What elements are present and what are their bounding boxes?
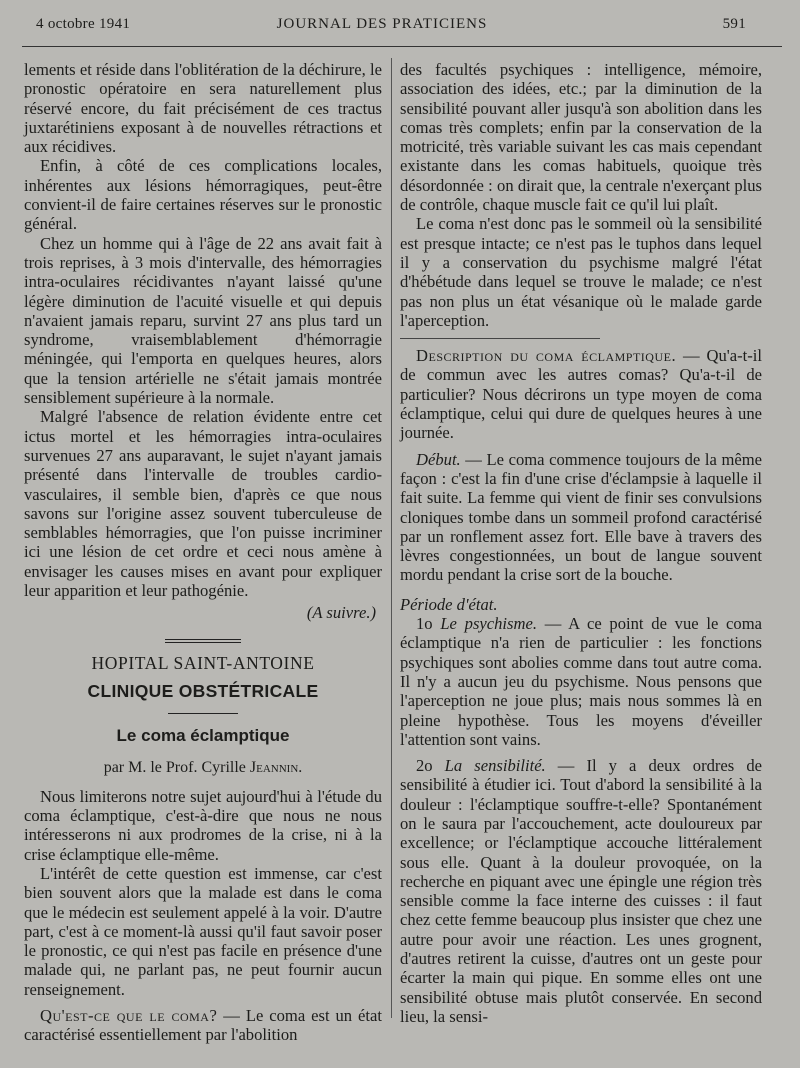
paragraph: L'intérêt de cette question est immense, car c'est bien souvent alors que la malade est dans le coma que le médecin est seulement appelé à la voir. D'autre part, c'est à ce moment-là aussi qu'il faut savoir poser le pronostic, ce qui n'est pas facile en présence d'une malade qui, ne parlant pas, ne peut fournir aucun renseignement. <box>24 863 382 999</box>
paragraph: Enfin, à côté de ces complications locales, inhérentes aux lésions hémorragiques, peut-être convient-il de faire certaines réserves sur le pronostic général. <box>24 156 382 234</box>
paragraph: Malgré l'absence de relation évidente entre cet ictus mortel et les hémorragies intra-oculaires survenues 27 ans auparavant, le sujet n'ayant jamais présenté dans l'intervalle de troubles cardio-vasculaires, il semble bien, d'après ce que nous savons sur l'origine assez souvent tuberculeuse de semblables hémorragies, que l'on puisse incriminer ici une lésion de cet ordre et ceci nous amène à envisager les causes mises en avant pour expliquer leur apparition et leur pathogénie. <box>24 407 382 601</box>
section-separator <box>165 639 241 640</box>
paragraph-text: — Le coma commence toujours de la même façon : c'est la fin d'une crise d'éclampsie à laquelle il fait suite. La femme qui vient de finir ses convulsions cloniques tombe dans un sommeil profond caractérisé par un ronflement assez fort. Elle bave à travers des lèvres congestionnées, un bout de langue souvent mordu pendant la crise sort de la bouche. <box>400 449 762 585</box>
paragraph <box>400 450 762 585</box>
item-heading: La sensibilité. <box>444 756 546 776</box>
author-prefix: par M. le Prof. Cyrille <box>103 758 246 776</box>
paragraph-text: — Il y a deux ordres de sensibilité à étudier ici. Tout d'abord la sensibilité à la douleur : l'éclamptique souffre-t-elle? Spontanément on le saura par l'accouchement, acte douloureux par excellence; or l'éclamptique accouche littéralement sous elle. Quant à la douleur provoquée, on la recherche en piquant avec une épingle une région très sensible comme la face interne des cuisses : il faut chez cette femme beaucoup plus insister que chez une autre pour avoir une réaction. Les unes grognent, d'autres retirent la cuisse, d'autres ont un geste pour écarter la main qui pique. En somme elles ont une sensibilité obtuse mais plutôt conservée. En second lieu, la sensi- <box>400 756 762 1026</box>
paragraph <box>24 1006 382 1045</box>
clinic-name: CLINIQUE OBSTÉTRICALE <box>87 680 319 701</box>
paragraph: Le coma n'est donc pas le sommeil où la sensibilité est presque intacte; ce n'est pas le tuphos dans lequel il y a conservation du psychisme malgré l'état d'hébétude dans lequel se trouve le malade; ce n'est pas non plus un état vésanique où le malade garde l'aperception. <box>400 214 762 330</box>
paragraph-text: — Qu'a-t-il de commun avec les autres comas? Qu'a-t-il de particulier? Nous décrirons un type moyen de coma éclamptique, celui qui dure de quelques heures à une journée. <box>400 346 762 443</box>
header-journal-title: JOURNAL DES PRATICIENS <box>276 16 488 32</box>
paragraph-lead: Qu'est-ce que le coma? <box>40 1006 218 1026</box>
right-column <box>400 60 762 1026</box>
paragraph: Nous limiterons notre sujet aujourd'hui à l'étude du coma éclamptique, c'est-à-dire que nous ne nous intéresserons ni aux prodromes de la crise, ni à la crise éclamptique elle-même. <box>24 786 382 864</box>
item-number: 2o <box>416 756 433 776</box>
paragraph <box>400 346 762 442</box>
header-rule <box>22 46 782 47</box>
paragraph-text: — Le coma est un état caractérisé essentiellement par l'abolition <box>24 1006 382 1045</box>
running-header <box>18 16 746 38</box>
paragraph <box>400 614 762 749</box>
subsection-heading: Période d'état. <box>400 594 498 614</box>
hospital-name: HOPITAL SAINT-ANTOINE <box>91 652 315 673</box>
item-number: 1o <box>416 614 433 634</box>
title-separator <box>168 713 238 714</box>
subsection-heading: Début. <box>416 449 461 469</box>
left-column <box>24 60 382 1045</box>
section-rule <box>400 338 600 339</box>
column-rule <box>391 58 392 1018</box>
paragraph <box>400 756 762 1026</box>
author-name: Jeannin. <box>249 758 303 776</box>
paragraph-text: — A ce point de vue le coma éclamptique n'a rien de particulier : les fonctions psychiques sont abolies comme dans tout autre coma. Il n'y a aucun jeu du psychisme. Nous pensons que l'aperception ne joue plus; mais nous sommes là en pleine hypothèse. Tous les moyens d'éveiller l'attention sont vains. <box>400 614 762 749</box>
article-author <box>24 758 382 777</box>
header-page-number: 591 <box>722 16 746 32</box>
section-heading: Description du coma éclamptique. <box>416 346 677 366</box>
paragraph: lements et réside dans l'oblitération de la déchirure, le pronostic opératoire en sera naturellement plus réservé encore, du fait précisément de ces tractus juxtarétiniens exposant à de nouvelles rétractions et aux récidives. <box>24 60 382 157</box>
paragraph: Chez un homme qui à l'âge de 22 ans avait fait à trois reprises, à 3 mois d'intervalle, des hémorragies intra-oculaires récidivantes n'ayant laissé qu'une légère diminution de l'acuité visuelle et qui depuis n'avaient jamais reparu, survint 27 ans plus tard un syndrome, vraisemblablement d'hémorragie méningée, qui l'emporta en quelques heures, alors que la tension artérielle ne s'était jamais montrée sensiblement supérieure à la normale. <box>24 233 382 408</box>
header-date: 4 octobre 1941 <box>36 16 131 32</box>
item-heading: Le psychisme. <box>440 614 538 634</box>
paragraph: des facultés psychiques : intelligence, mémoire, association des idées, etc.; par la diminution de la sensibilité pouvant aller jusqu'à son abolition dans les comas très complets; enfin par la conservation de la motricité, très variable suivant les cas mais cependant existante dans les comas habituels, quoique très désordonnée : on dirait que, la centrale n'exerçant plus de contrôle, chaque muscle fait ce qu'il lui plaît. <box>400 60 762 215</box>
article-title: Le coma éclamptique <box>116 726 290 746</box>
to-be-continued: (A suivre.) <box>306 603 376 623</box>
